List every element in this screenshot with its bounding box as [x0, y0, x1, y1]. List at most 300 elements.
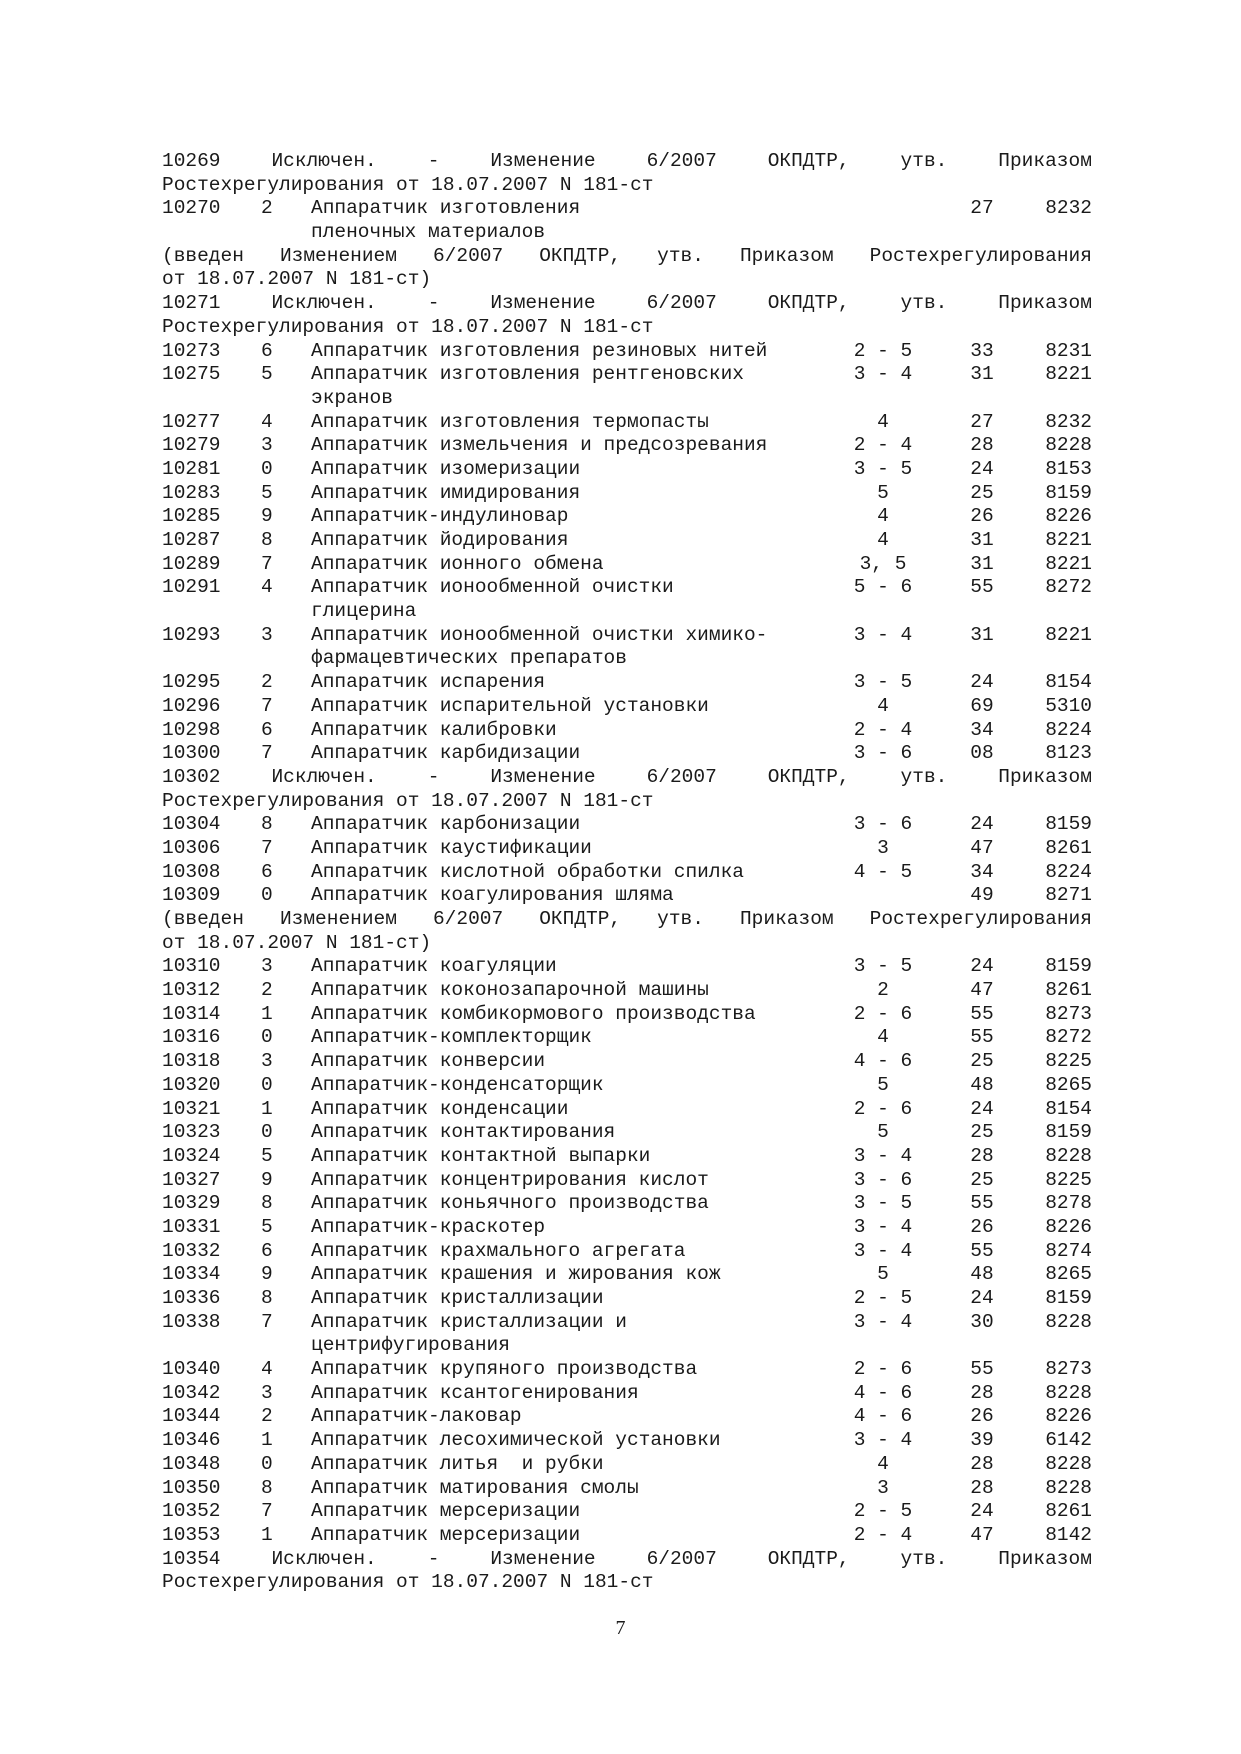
profession-name: Аппаратчик изготовления термопасты [311, 410, 709, 433]
table-row [162, 742, 1092, 766]
note-word: Исключен. [271, 292, 377, 315]
note-word: Приказом [998, 1547, 1092, 1570]
profession-code: 10314 [162, 1002, 221, 1025]
etks-grade: 3 - 5 [853, 1192, 913, 1215]
etks-grade: 4 - 6 [853, 1050, 913, 1073]
okz-code: 47 [970, 836, 994, 859]
profession-code: 10344 [162, 1405, 221, 1428]
okso-code: 8159 [1045, 1287, 1092, 1309]
okz-code: 39 [970, 1429, 994, 1452]
profession-name: Аппаратчик конверсии [311, 1050, 546, 1073]
profession-name: Аппаратчик-конденсаторщик [311, 1073, 604, 1096]
note-word: - [427, 1547, 440, 1570]
table-row [162, 1240, 1092, 1264]
profession-name: Аппаратчик изготовления [311, 197, 581, 220]
profession-code: 10296 [162, 694, 221, 717]
profession-code: 10270 [162, 197, 221, 220]
etks-grade: 5 [877, 1121, 889, 1144]
profession-code: 10275 [162, 363, 221, 386]
profession-name: Аппаратчик коагуляции [311, 955, 557, 978]
table-row [162, 979, 1092, 1003]
table-row [162, 1169, 1092, 1193]
control-digit: 7 [261, 836, 273, 859]
profession-code: 10269 [162, 150, 221, 172]
note-word: 6/2007 [646, 765, 717, 788]
etks-grade: 2 - 5 [853, 1500, 913, 1523]
profession-code: 10295 [162, 671, 221, 694]
okz-code: 31 [970, 529, 994, 551]
profession-name: Аппаратчик контактной выпарки [311, 1144, 651, 1167]
okz-code: 55 [970, 1192, 994, 1215]
profession-name: Аппаратчик комбикормового производства [311, 1002, 756, 1025]
okso-code: 8123 [1045, 742, 1092, 765]
control-digit: 5 [261, 1144, 273, 1167]
profession-code: 10285 [162, 505, 221, 528]
okz-code: 26 [970, 1405, 994, 1428]
okso-code: 8221 [1045, 363, 1092, 386]
okz-code: 25 [970, 1050, 994, 1073]
etks-grade: 4 [877, 1452, 889, 1475]
okso-code: 8278 [1045, 1192, 1092, 1215]
note-word: 6/2007 [646, 1547, 717, 1570]
profession-code: 10331 [162, 1215, 221, 1238]
okz-code: 25 [970, 1168, 994, 1191]
control-digit: 8 [261, 1287, 273, 1309]
etks-grade: 3 - 5 [853, 457, 913, 480]
profession-name: Аппаратчик крупяного производства [311, 1358, 698, 1381]
profession-name: Аппаратчик крашения и жирования кож [311, 1263, 721, 1286]
table-row [162, 553, 1092, 577]
table-row [162, 1453, 1092, 1477]
profession-code: 10277 [162, 410, 221, 433]
table-row-continuation [162, 221, 1092, 245]
profession-name: Аппаратчик коагулирования шляма [311, 884, 674, 907]
profession-name: Аппаратчик изготовления резиновых нитей [311, 339, 768, 362]
excluded-note-line [162, 766, 1092, 790]
okz-code: 26 [970, 505, 994, 528]
profession-code: 10287 [162, 529, 221, 551]
etks-grade: 3 - 5 [853, 955, 913, 978]
okz-code: 24 [970, 457, 994, 480]
table-row [162, 884, 1092, 908]
note-word: Ростехрегулирования [869, 908, 1092, 930]
profession-name: Аппаратчик-лаковар [311, 1405, 522, 1428]
profession-name: центрифугирования [311, 1334, 510, 1357]
profession-code: 10298 [162, 718, 221, 741]
okso-code: 8228 [1045, 1310, 1092, 1333]
control-digit: 4 [261, 576, 273, 599]
okso-code: 8228 [1045, 1476, 1092, 1499]
etks-grade: 4 [877, 1026, 889, 1049]
note-word: утв. [900, 150, 948, 172]
okso-code: 8159 [1045, 481, 1092, 504]
okz-code: 27 [970, 197, 994, 220]
okz-code: 27 [970, 410, 994, 433]
table-row [162, 1405, 1092, 1429]
etks-grade: 3 [877, 836, 889, 859]
profession-code: 10323 [162, 1121, 221, 1144]
etks-grade: 3 - 4 [853, 623, 913, 646]
profession-code: 10310 [162, 955, 221, 978]
okso-code: 8272 [1045, 1026, 1092, 1049]
profession-code: 10271 [162, 292, 221, 315]
control-digit: 7 [261, 742, 273, 765]
profession-name: Аппаратчик калибровки [311, 718, 557, 741]
okz-code: 24 [970, 955, 994, 978]
control-digit: 3 [261, 1050, 273, 1073]
profession-code: 10300 [162, 742, 221, 765]
table-row [162, 197, 1092, 221]
profession-code: 10293 [162, 623, 221, 646]
excluded-note-line [162, 292, 1092, 316]
profession-code: 10352 [162, 1500, 221, 1523]
etks-grade: 3 - 5 [853, 671, 913, 694]
table-row [162, 719, 1092, 743]
control-digit: 5 [261, 1215, 273, 1238]
okso-code: 8232 [1045, 410, 1092, 433]
introduced-note-tail: от 18.07.2007 N 181-ст) [162, 268, 432, 291]
profession-code: 10334 [162, 1263, 221, 1286]
profession-name: Аппаратчик коконозапарочной машины [311, 979, 709, 1002]
note-word: утв. [900, 292, 948, 315]
profession-name: Аппаратчик мерсеризации [311, 1500, 581, 1523]
okso-code: 8221 [1045, 529, 1092, 551]
control-digit: 2 [261, 1405, 273, 1428]
etks-grade: 3 [877, 1476, 889, 1499]
note-word: Изменение [490, 292, 596, 315]
etks-grade: 5 [877, 481, 889, 504]
note-word: Изменение [490, 765, 596, 788]
profession-name: Аппаратчик концентрирования кислот [311, 1168, 709, 1191]
table-row [162, 1121, 1092, 1145]
etks-grade: 4 [877, 694, 889, 717]
control-digit: 1 [261, 1002, 273, 1025]
control-digit: 7 [261, 694, 273, 717]
control-digit: 8 [261, 813, 273, 836]
introduced-note-line [162, 908, 1092, 932]
control-digit: 9 [261, 1168, 273, 1191]
profession-name: Аппаратчик ионообменной очистки химико- [311, 623, 768, 646]
okz-code: 24 [970, 1500, 994, 1523]
okso-code: 8272 [1045, 576, 1092, 599]
okso-code: 8228 [1045, 1381, 1092, 1404]
note-word: Изменение [490, 1547, 596, 1570]
table-row-continuation [162, 647, 1092, 671]
okso-code: 8226 [1045, 505, 1092, 528]
etks-grade: 3 - 4 [853, 1144, 913, 1167]
okz-code: 55 [970, 1358, 994, 1381]
note-word: 6/2007 [646, 292, 717, 315]
profession-code: 10340 [162, 1358, 221, 1381]
okz-code: 48 [970, 1073, 994, 1096]
note-word: Приказом [998, 292, 1092, 315]
note-word: - [427, 292, 440, 315]
okz-code: 24 [970, 1287, 994, 1309]
okz-code: 31 [970, 552, 994, 575]
okz-code: 25 [970, 481, 994, 504]
okso-code: 8232 [1045, 197, 1092, 220]
okz-code: 26 [970, 1215, 994, 1238]
okz-code: 30 [970, 1310, 994, 1333]
introduced-note-tail: от 18.07.2007 N 181-ст) [162, 931, 432, 954]
profession-code: 10329 [162, 1192, 221, 1215]
okso-code: 8224 [1045, 860, 1092, 883]
control-digit: 3 [261, 955, 273, 978]
okz-code: 34 [970, 718, 994, 741]
control-digit: 6 [261, 718, 273, 741]
okz-code: 48 [970, 1263, 994, 1286]
profession-name: Аппаратчик ксантогенирования [311, 1381, 639, 1404]
etks-grade: 3 - 4 [853, 1310, 913, 1333]
note-word: Исключен. [271, 1547, 377, 1570]
note-word: утв. [900, 765, 948, 788]
okso-code: 8159 [1045, 1121, 1092, 1144]
profession-name: фармацевтических препаратов [311, 647, 627, 670]
control-digit: 2 [261, 197, 273, 220]
okso-code: 8153 [1045, 457, 1092, 480]
profession-code: 10289 [162, 552, 221, 575]
okso-code: 8154 [1045, 1097, 1092, 1120]
table-row [162, 1500, 1092, 1524]
table-row [162, 482, 1092, 506]
okz-code: 28 [970, 1452, 994, 1475]
etks-grade: 3 - 4 [853, 363, 913, 386]
control-digit: 8 [261, 1192, 273, 1215]
okso-code: 8265 [1045, 1073, 1092, 1096]
profession-name: Аппаратчик кислотной обработки спилка [311, 860, 744, 883]
table-row [162, 1477, 1092, 1501]
profession-name: Аппаратчик конденсации [311, 1097, 569, 1120]
control-digit: 7 [261, 552, 273, 575]
control-digit: 9 [261, 505, 273, 528]
table-row [162, 1145, 1092, 1169]
profession-name: Аппаратчик-комплекторщик [311, 1026, 592, 1049]
profession-code: 10306 [162, 836, 221, 859]
okso-code: 8273 [1045, 1358, 1092, 1381]
profession-code: 10283 [162, 481, 221, 504]
okz-code: 55 [970, 1002, 994, 1025]
profession-code: 10309 [162, 884, 221, 907]
table-row [162, 1429, 1092, 1453]
profession-name: Аппаратчик ионного обмена [311, 552, 604, 575]
note-word: утв. [657, 908, 704, 930]
profession-code: 10350 [162, 1476, 221, 1499]
table-row [162, 458, 1092, 482]
table-row [162, 837, 1092, 861]
profession-code: 10336 [162, 1287, 221, 1309]
profession-code: 10342 [162, 1381, 221, 1404]
okso-code: 8159 [1045, 813, 1092, 836]
profession-code: 10281 [162, 457, 221, 480]
profession-code: 10348 [162, 1452, 221, 1475]
note-word: Изменением [279, 244, 397, 267]
profession-name: Аппаратчик карбонизации [311, 813, 581, 836]
profession-code: 10273 [162, 339, 221, 362]
okz-code: 31 [970, 623, 994, 646]
control-digit: 3 [261, 434, 273, 457]
introduced-note-line [162, 245, 1092, 269]
note-word: ОКПДТР, [767, 765, 850, 788]
okz-code: 24 [970, 813, 994, 836]
note-word: утв. [657, 244, 704, 267]
control-digit: 0 [261, 884, 273, 907]
etks-grade: 3 - 6 [853, 742, 913, 765]
okso-code: 6142 [1045, 1429, 1092, 1452]
etks-grade: 5 - 6 [853, 576, 913, 599]
table-row [162, 505, 1092, 529]
note-word: Исключен. [271, 150, 377, 172]
control-digit: 6 [261, 1239, 273, 1262]
etks-grade: 4 - 6 [853, 1381, 913, 1404]
etks-grade: 2 - 4 [853, 718, 913, 741]
okso-code: 8228 [1045, 1144, 1092, 1167]
okso-code: 8261 [1045, 836, 1092, 859]
note-word: Ростехрегулирования [869, 244, 1092, 267]
excluded-note-line [162, 150, 1092, 174]
excluded-note-tail: Ростехрегулирования от 18.07.2007 N 181-ст [162, 173, 654, 196]
control-digit: 1 [261, 1429, 273, 1452]
note-word: Приказом [998, 150, 1092, 172]
control-digit: 7 [261, 1500, 273, 1523]
okso-code: 8261 [1045, 1500, 1092, 1523]
okso-code: 8228 [1045, 1452, 1092, 1475]
okz-code: 28 [970, 434, 994, 457]
profession-code: 10321 [162, 1097, 221, 1120]
etks-grade: 2 - 4 [853, 1523, 913, 1546]
excluded-note-tail: Ростехрегулирования от 18.07.2007 N 181-ст [162, 315, 654, 338]
profession-code: 10346 [162, 1429, 221, 1452]
etks-grade: 3 - 6 [853, 1168, 913, 1191]
okz-code: 24 [970, 1097, 994, 1120]
control-digit: 5 [261, 363, 273, 386]
etks-grade: 4 [877, 505, 889, 528]
okso-code: 8221 [1045, 623, 1092, 646]
profession-name: Аппаратчик изомеризации [311, 457, 581, 480]
table-row [162, 955, 1092, 979]
profession-code: 10279 [162, 434, 221, 457]
okz-code: 34 [970, 860, 994, 883]
etks-grade: 4 - 6 [853, 1405, 913, 1428]
control-digit: 2 [261, 979, 273, 1002]
okso-code: 8226 [1045, 1405, 1092, 1428]
okso-code: 8231 [1045, 339, 1092, 362]
okso-code: 8271 [1045, 884, 1092, 907]
profession-name: Аппаратчик карбидизации [311, 742, 581, 765]
etks-grade: 2 - 6 [853, 1002, 913, 1025]
note-word: ОКПДТР, [767, 292, 850, 315]
table-row [162, 576, 1092, 600]
control-digit: 4 [261, 410, 273, 433]
control-digit: 7 [261, 1310, 273, 1333]
etks-grade: 3 - 6 [853, 813, 913, 836]
table-row-continuation [162, 1334, 1092, 1358]
profession-name: Аппаратчик испарения [311, 671, 546, 694]
profession-code: 10327 [162, 1168, 221, 1191]
excluded-note-line [162, 1548, 1092, 1572]
etks-grade: 2 - 4 [853, 434, 913, 457]
table-row [162, 1524, 1092, 1548]
okso-code: 8228 [1045, 434, 1092, 457]
control-digit: 1 [261, 1097, 273, 1120]
okz-code: 25 [970, 1121, 994, 1144]
okz-code: 49 [970, 884, 994, 907]
etks-grade: 2 - 6 [853, 1358, 913, 1381]
profession-code: 10304 [162, 813, 221, 836]
control-digit: 0 [261, 457, 273, 480]
okso-code: 8265 [1045, 1263, 1092, 1286]
control-digit: 6 [261, 339, 273, 362]
control-digit: 5 [261, 481, 273, 504]
control-digit: 0 [261, 1026, 273, 1049]
profession-code: 10324 [162, 1144, 221, 1167]
profession-code: 10308 [162, 860, 221, 883]
okz-code: 55 [970, 576, 994, 599]
table-row [162, 624, 1092, 648]
table-row [162, 1311, 1092, 1335]
okso-code: 8159 [1045, 955, 1092, 978]
note-word: Исключен. [271, 765, 377, 788]
okso-code: 8273 [1045, 1002, 1092, 1025]
okpdtr-listing [162, 150, 1092, 1595]
excluded-note-tail: Ростехрегулирования от 18.07.2007 N 181-ст [162, 1571, 654, 1594]
profession-name: Аппаратчик-индулиновар [311, 505, 569, 528]
note-word: ОКПДТР, [539, 908, 622, 930]
profession-code: 10332 [162, 1239, 221, 1262]
note-word: Приказом [998, 765, 1092, 788]
control-digit: 6 [261, 860, 273, 883]
okz-code: 28 [970, 1381, 994, 1404]
table-row [162, 363, 1092, 387]
profession-name: Аппаратчик литья и рубки [311, 1452, 604, 1475]
table-row [162, 1263, 1092, 1287]
okz-code: 28 [970, 1144, 994, 1167]
table-row [162, 1050, 1092, 1074]
okso-code: 5310 [1045, 694, 1092, 717]
profession-name: Аппаратчик имидирования [311, 481, 581, 504]
etks-grade: 4 [877, 410, 889, 433]
profession-name: экранов [311, 386, 393, 409]
etks-grade: 2 - 5 [853, 1287, 913, 1309]
profession-name: Аппаратчик-краскотер [311, 1215, 546, 1238]
profession-name: Аппаратчик кристаллизации и [311, 1310, 627, 1333]
table-row-continuation [162, 387, 1092, 411]
okz-code: 24 [970, 671, 994, 694]
table-row [162, 1358, 1092, 1382]
profession-code: 10291 [162, 576, 221, 599]
table-row [162, 340, 1092, 364]
page-number: 7 [615, 1617, 626, 1639]
note-word: 6/2007 [432, 908, 504, 930]
table-row [162, 434, 1092, 458]
table-row [162, 1382, 1092, 1406]
okso-code: 8225 [1045, 1050, 1092, 1073]
table-row [162, 861, 1092, 885]
table-row [162, 529, 1092, 553]
note-word: Приказом [739, 908, 834, 930]
profession-name: Аппаратчик кристаллизации [311, 1287, 604, 1309]
profession-code: 10320 [162, 1073, 221, 1096]
table-row [162, 1074, 1092, 1098]
etks-grade: 2 [877, 979, 889, 1002]
profession-name: Аппаратчик йодирования [311, 529, 569, 551]
table-row-continuation [162, 600, 1092, 624]
control-digit: 3 [261, 623, 273, 646]
etks-grade: 5 [877, 1073, 889, 1096]
note-word: Изменение [490, 150, 596, 172]
profession-code: 10338 [162, 1310, 221, 1333]
note-word: утв. [900, 1547, 948, 1570]
note-word: Приказом [739, 244, 834, 267]
